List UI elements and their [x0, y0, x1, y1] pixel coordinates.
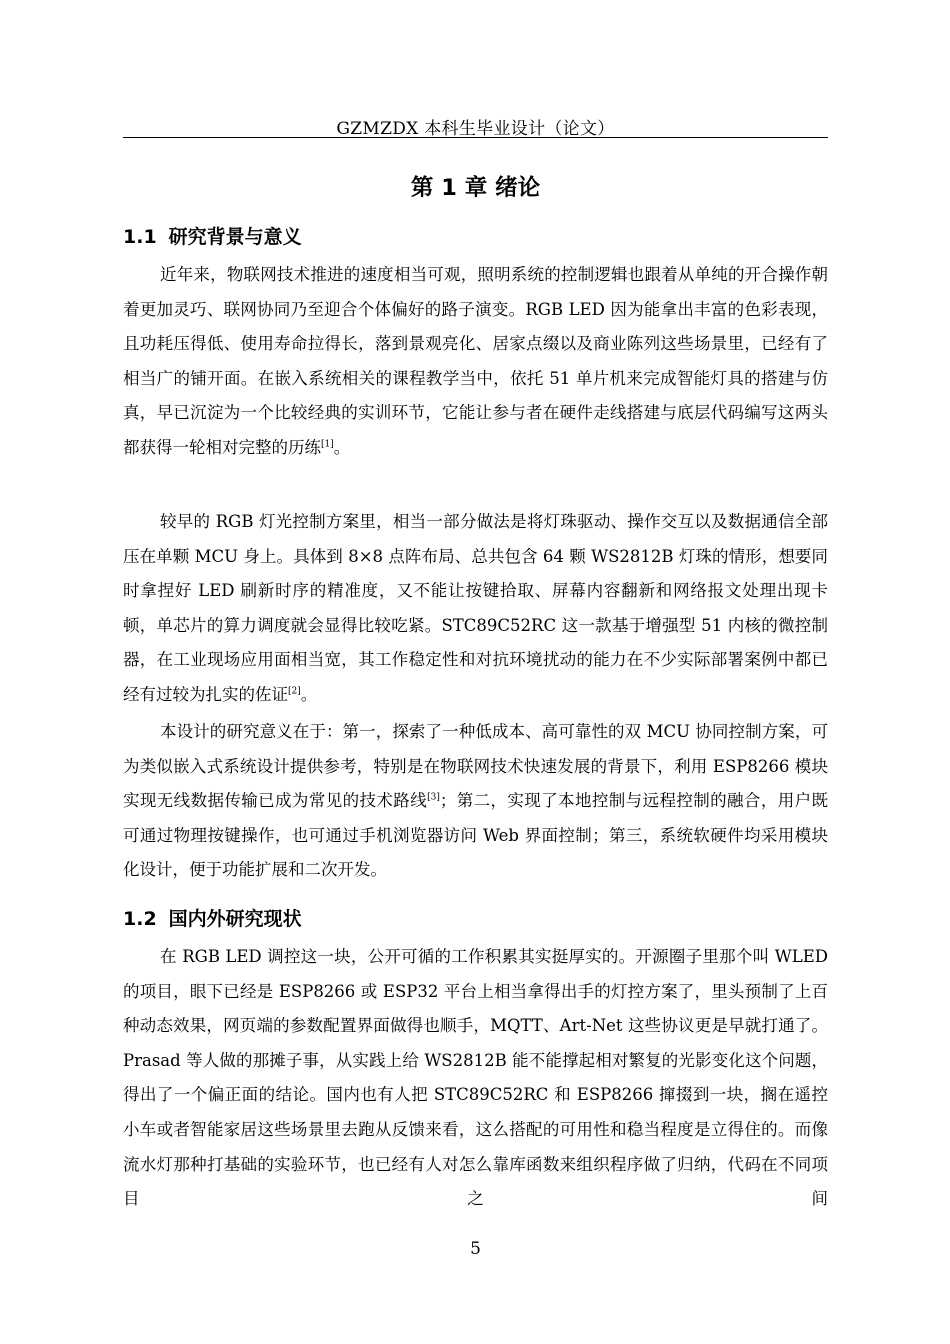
citation-ref: [3] [427, 792, 440, 803]
paragraph-text: 近年来，物联网技术推进的速度相当可观，照明系统的控制逻辑也跟着从单纯的开合操作朝着更加灵巧、联网协同乃至迎合个体偏好的路子演变。RGB LED 因为能拿出丰富的色彩表现，且功耗压得低、使用寿命拉得长，落到景观亮化、居家点缀以及商业陈列这些场景里，已经有了相当广的铺开面。在嵌入系统相关的课程教学当中，依托 51 单片机来完成智能灯具的搭建与仿真，早已沉淀为一个比较经典的实训环节，它能让参与者在硬件走线搭建与底层代码编写这两头都获得一轮相对完整的历练 [123, 265, 828, 457]
paragraph [123, 258, 828, 466]
section-number: 1.2 [123, 908, 157, 930]
paragraph-text: 在 RGB LED 调控这一块，公开可循的工作积累其实挺厚实的。开源圈子里那个叫 WLED 的项目，眼下已经是 ESP8266 或 ESP32 平台上相当拿得出手的灯控方案了，里头预制了上百种动态效果，网页端的参数配置界面做得也顺手，MQTT、Art-Net 这些协议更是早就打通了。Prasad 等人做的那摊子事，从实践上给 WS2812B 能不能撑起相对繁复的光影变化这个问题，得出了一个偏正面的结论。国内也有人把 STC89C52RC 和 ESP8266 撺掇到一块，搁在遥控小车或者智能家居这些场景里去跑从反馈来看，这么搭配的可用性和稳当程度是立得住的。而像流水灯那种打基础的实验环节，也已经有人对怎么靠库函数来组织程序做了归纳，代码在不同项目之间 [123, 947, 828, 1209]
section-title: 研究背景与意义 [168, 226, 302, 248]
citation-ref: [2] [288, 686, 301, 697]
running-header: GZMZDX 本科生毕业设计（论文） [336, 119, 615, 139]
paragraph-tail: ；第二，实现了本地控制与远程控制的融合，用户既可通过物理按键操作，也可通过手机浏览器访问 Web 界面控制；第三，系统软硬件均采用模块化设计，便于功能扩展和二次开发。 [123, 791, 829, 880]
header-rule [123, 137, 828, 138]
citation-ref: [1] [321, 439, 334, 450]
page-number: 5 [470, 1239, 481, 1259]
section-heading-1-2 [123, 904, 302, 931]
paragraph-text: 本设计的研究意义在于：第一，探索了一种低成本、高可靠性的双 MCU 协同控制方案，可为类似嵌入式系统设计提供参考，特别是在物联网技术快速发展的背景下，利用 ESP8266 模块实现无线数据传输已成为常见的技术路线 [123, 722, 828, 811]
paragraph [123, 505, 828, 713]
section-number: 1.1 [123, 226, 157, 248]
paragraph [123, 715, 828, 888]
paragraph-tail: 。 [333, 437, 351, 457]
section-heading-1-1 [123, 222, 302, 249]
section-title: 国内外研究现状 [168, 908, 302, 930]
paragraph-text: 较早的 RGB 灯光控制方案里，相当一部分做法是将灯珠驱动、操作交互以及数据通信全部压在单颗 MCU 身上。具体到 8×8 点阵布局、总共包含 64 颗 WS2812B 灯珠的情形，想要同时拿捏好 LED 刷新时序的精准度，又不能让按键拾取、屏幕内容翻新和网络报文处理出现卡顿，单芯片的算力调度就会显得比较吃紧。STC89C52RC 这一款基于增强型 51 内核的微控制器，在工业现场应用面相当宽，其工作稳定性和对抗环境扰动的能力在不少实际部署案例中都已经有过较为扎实的佐证 [123, 512, 828, 704]
paragraph-tail: 。 [300, 684, 318, 704]
paragraph [123, 940, 828, 1217]
chapter-title: 第 1 章 绪论 [410, 175, 541, 201]
